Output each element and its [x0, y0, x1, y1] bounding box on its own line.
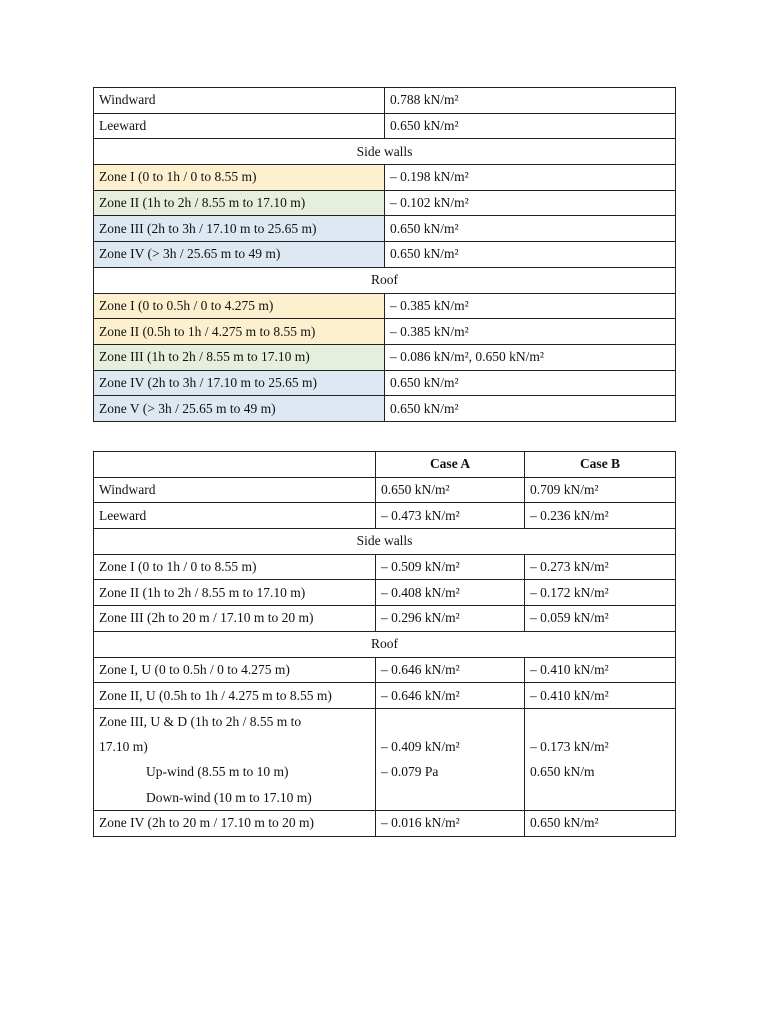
table-row — [94, 811, 676, 837]
table-row — [94, 113, 676, 139]
row-value: – 0.102 kN/m² — [385, 190, 676, 216]
row-value: 0.650 kN/m² — [385, 216, 676, 242]
case-b-value: – 0.172 kN/m² — [525, 580, 676, 606]
table-header-row — [94, 452, 676, 478]
table-row — [94, 190, 676, 216]
case-b-value: – 0.236 kN/m² — [525, 503, 676, 529]
row-label: Zone V (> 3h / 25.65 m to 49 m) — [94, 396, 385, 422]
case-a-value: – 0.646 kN/m² — [376, 657, 525, 683]
table-row — [94, 344, 676, 370]
row-label: Zone II (0.5h to 1h / 4.275 m to 8.55 m) — [94, 319, 385, 345]
row-label: Zone IV (2h to 3h / 17.10 m to 25.65 m) — [94, 370, 385, 396]
table-row — [94, 293, 676, 319]
zone3-case-b-line1: – 0.173 kN/m² — [530, 739, 609, 755]
case-b-value: – 0.273 kN/m² — [525, 554, 676, 580]
case-a-value: – 0.296 kN/m² — [376, 606, 525, 632]
table-row — [94, 683, 676, 709]
table-row — [94, 503, 676, 529]
row-label-multiline — [94, 708, 376, 810]
header-case-b: Case B — [525, 452, 676, 478]
zone3-case-a-line1: – 0.409 kN/m² — [381, 739, 460, 755]
section-heading-side-walls: Side walls — [94, 529, 676, 555]
zone3-upwind-label: Up-wind (8.55 m to 10 m) — [146, 764, 289, 780]
case-b-value: – 0.059 kN/m² — [525, 606, 676, 632]
row-value: – 0.385 kN/m² — [385, 319, 676, 345]
row-value: – 0.086 kN/m², 0.650 kN/m² — [385, 344, 676, 370]
table-pressures-1 — [93, 87, 676, 422]
table-row — [94, 242, 676, 268]
zone3-case-b-line2: 0.650 kN/m — [530, 764, 595, 780]
table-row — [94, 88, 676, 114]
row-label: Zone I (0 to 0.5h / 0 to 4.275 m) — [94, 293, 385, 319]
section-heading-row — [94, 631, 676, 657]
case-b-value: – 0.410 kN/m² — [525, 683, 676, 709]
row-label: Zone IV (> 3h / 25.65 m to 49 m) — [94, 242, 385, 268]
table-row — [94, 606, 676, 632]
row-value: 0.650 kN/m² — [385, 242, 676, 268]
table-row — [94, 477, 676, 503]
row-label: Leeward — [94, 113, 385, 139]
row-value: – 0.198 kN/m² — [385, 165, 676, 191]
zone3-label-line1: Zone III, U & D (1h to 2h / 8.55 m to — [99, 713, 302, 729]
row-label: Zone I, U (0 to 0.5h / 0 to 4.275 m) — [94, 657, 376, 683]
case-a-value: – 0.408 kN/m² — [376, 580, 525, 606]
case-b-value: 0.650 kN/m² — [525, 811, 676, 837]
row-label: Zone I (0 to 1h / 0 to 8.55 m) — [94, 165, 385, 191]
case-b-value: 0.709 kN/m² — [525, 477, 676, 503]
table-row — [94, 165, 676, 191]
table-row — [94, 554, 676, 580]
case-b-value: – 0.410 kN/m² — [525, 657, 676, 683]
row-label: Zone III (1h to 2h / 8.55 m to 17.10 m) — [94, 344, 385, 370]
table-row — [94, 370, 676, 396]
row-label: Zone III (2h to 3h / 17.10 m to 25.65 m) — [94, 216, 385, 242]
row-label: Zone III (2h to 20 m / 17.10 m to 20 m) — [94, 606, 376, 632]
table-row — [94, 319, 676, 345]
zone3-case-a-line2: – 0.079 Pa — [381, 764, 439, 780]
section-heading-row — [94, 529, 676, 555]
row-label: Windward — [94, 88, 385, 114]
table-row — [94, 396, 676, 422]
header-case-a: Case A — [376, 452, 525, 478]
row-value: 0.650 kN/m² — [385, 370, 676, 396]
row-label: Zone II (1h to 2h / 8.55 m to 17.10 m) — [94, 190, 385, 216]
case-a-value: – 0.473 kN/m² — [376, 503, 525, 529]
zone3-label-line2: 17.10 m) — [99, 739, 148, 755]
row-label: Windward — [94, 477, 376, 503]
table-row-zone-iii — [94, 708, 676, 810]
row-label: Zone II, U (0.5h to 1h / 4.275 m to 8.55 m) — [94, 683, 376, 709]
case-b-value-multiline — [525, 708, 676, 810]
case-a-value: – 0.016 kN/m² — [376, 811, 525, 837]
section-heading-side-walls: Side walls — [94, 139, 676, 165]
zone3-downwind-label: Down-wind (10 m to 17.10 m) — [146, 789, 312, 805]
case-a-value: – 0.646 kN/m² — [376, 683, 525, 709]
case-a-value-multiline — [376, 708, 525, 810]
row-label: Zone II (1h to 2h / 8.55 m to 17.10 m) — [94, 580, 376, 606]
section-heading-roof: Roof — [94, 267, 676, 293]
table-row — [94, 216, 676, 242]
section-heading-roof: Roof — [94, 631, 676, 657]
case-a-value: – 0.509 kN/m² — [376, 554, 525, 580]
row-label: Zone IV (2h to 20 m / 17.10 m to 20 m) — [94, 811, 376, 837]
row-value: 0.788 kN/m² — [385, 88, 676, 114]
case-a-value: 0.650 kN/m² — [376, 477, 525, 503]
row-label: Leeward — [94, 503, 376, 529]
header-blank — [94, 452, 376, 478]
row-value: 0.650 kN/m² — [385, 396, 676, 422]
table-row — [94, 580, 676, 606]
row-value: – 0.385 kN/m² — [385, 293, 676, 319]
section-heading-row — [94, 267, 676, 293]
table-row — [94, 657, 676, 683]
section-heading-row — [94, 139, 676, 165]
row-label: Zone I (0 to 1h / 0 to 8.55 m) — [94, 554, 376, 580]
table-pressures-2 — [93, 451, 676, 837]
row-value: 0.650 kN/m² — [385, 113, 676, 139]
